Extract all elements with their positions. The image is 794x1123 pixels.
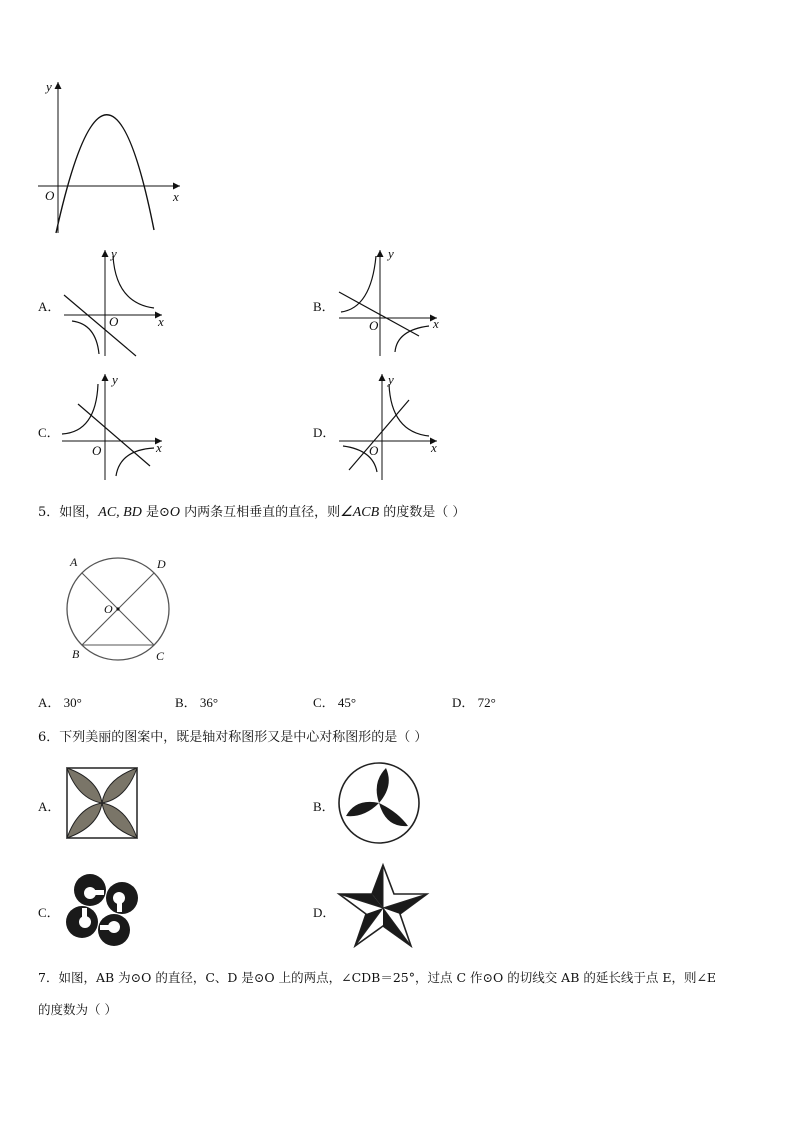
- q4-main-origin-label: O: [45, 188, 55, 203]
- q6-option-d-letter[interactable]: D．: [313, 905, 336, 920]
- q4-option-b-y-label: y: [388, 246, 394, 261]
- q5-option-a-value: 30°: [63, 695, 82, 710]
- q4-option-a-x-label: x: [158, 314, 164, 329]
- q4-option-c-origin: O: [92, 443, 102, 458]
- q6-question: [38, 728, 427, 749]
- q5-option-c-value: 45°: [337, 695, 357, 710]
- q7-number: 7．: [38, 970, 59, 985]
- q4-option-b-letter[interactable]: B．: [313, 299, 335, 314]
- q4-option-b-origin: O: [369, 318, 379, 333]
- q5-option-b[interactable]: [175, 692, 218, 711]
- q5-label-b: B: [72, 647, 80, 661]
- q7-text-line-1: 如图，AB 为⊙O 的直径，C、D 是⊙O 上的两点，∠CDB＝25°，过点 C 作⊙O 的切线交 AB 的延长线于点 E，则∠E: [58, 970, 717, 985]
- q5-text-mid-2: 内两条互相垂直的直径，则: [180, 505, 341, 520]
- q6-option-c-interlocking-rings[interactable]: [60, 868, 144, 952]
- q4-option-d-letter[interactable]: D．: [313, 425, 336, 440]
- q6-option-a-leaf-square[interactable]: [64, 765, 140, 841]
- q4-option-b-x-label: x: [433, 316, 439, 331]
- q4-main-graph: [30, 78, 190, 238]
- q5-label-o: O: [104, 602, 113, 616]
- q6-text: 下列美丽的图案中，既是轴对称图形又是中心对称图形的是（ ）: [59, 730, 428, 745]
- q4-option-c-x-label: x: [156, 440, 162, 455]
- q5-option-c[interactable]: [313, 692, 356, 711]
- q5-math-angle-acb: ∠ACB: [340, 505, 380, 520]
- q5-question: [38, 502, 465, 524]
- q7-text-line-2: 的度数为（ ）: [38, 1002, 117, 1017]
- q5-label-c: C: [156, 649, 165, 663]
- q5-option-c-letter: C．: [313, 695, 335, 710]
- q4-option-a-y-label: y: [111, 246, 117, 261]
- q5-option-b-letter: B．: [175, 695, 197, 710]
- q4-option-c-letter[interactable]: C．: [38, 425, 60, 440]
- q4-main-x-label: x: [173, 189, 179, 204]
- q5-option-d-value: 72°: [477, 695, 496, 710]
- q5-math-o: O: [169, 505, 181, 520]
- q5-option-d-letter: D．: [452, 695, 475, 710]
- q5-option-a[interactable]: [38, 692, 82, 711]
- q7-line-1: [38, 962, 778, 994]
- q6-number: 6．: [38, 730, 60, 745]
- q6-option-b-letter[interactable]: B．: [313, 799, 335, 814]
- q5-option-a-letter: A．: [38, 695, 61, 710]
- q6-option-b-three-petal-circle[interactable]: [336, 760, 422, 846]
- q6-option-a-letter[interactable]: A．: [38, 799, 61, 814]
- q5-text-suffix: 的度数是（ ）: [379, 505, 466, 520]
- q4-option-c-y-label: y: [112, 372, 118, 387]
- q4-option-d-x-label: x: [431, 440, 437, 455]
- q6-option-c-letter[interactable]: C．: [38, 905, 60, 920]
- q5-option-b-value: 36°: [199, 695, 219, 710]
- q4-option-c-graph[interactable]: [58, 372, 173, 482]
- q5-number: 5．: [38, 505, 60, 520]
- q5-math-ac-bd: AC, BD: [98, 505, 142, 520]
- q4-main-y-label: y: [46, 79, 52, 94]
- q4-option-d-graph[interactable]: [333, 372, 448, 482]
- q4-option-a-graph[interactable]: [58, 248, 168, 358]
- q5-option-d[interactable]: [452, 692, 496, 711]
- q4-option-a-letter[interactable]: A．: [38, 299, 61, 314]
- q6-option-d-star[interactable]: [338, 862, 434, 952]
- q4-option-d-origin: O: [369, 443, 379, 458]
- q4-option-d-y-label: y: [388, 372, 394, 387]
- circle-symbol-icon: ⊙: [159, 505, 170, 520]
- q5-label-a: A: [70, 555, 78, 569]
- q5-text-prefix: 如图，: [59, 505, 99, 520]
- q4-option-b-graph[interactable]: [333, 248, 443, 358]
- q5-text-mid-1: 是: [141, 505, 159, 520]
- q4-option-a-origin: O: [109, 314, 119, 329]
- q5-label-d: D: [157, 557, 166, 571]
- q5-circle-figure: [60, 552, 190, 672]
- q7-question: [38, 962, 778, 1026]
